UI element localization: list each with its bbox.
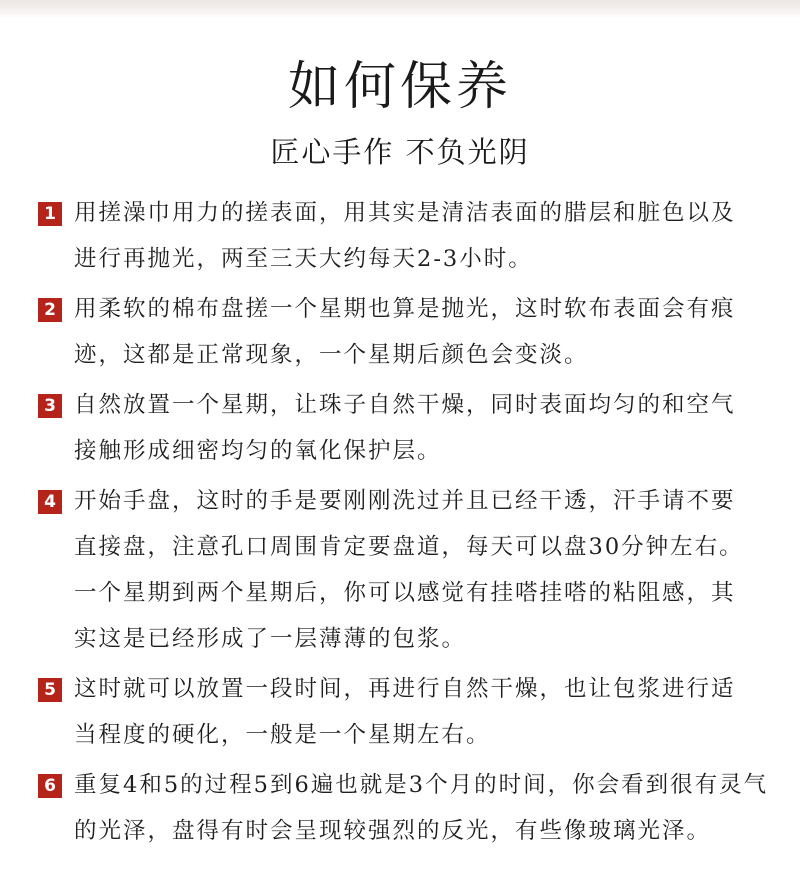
step-text-line: 进行再抛光，两至三天大约每天2-3小时。 (74, 246, 533, 272)
step-1 (38, 190, 778, 282)
top-band (0, 0, 800, 18)
step-4 (38, 478, 778, 662)
step-text-line: 自然放置一个星期，让珠子自然干燥，同时表面均匀的和空气 (74, 392, 736, 418)
step-text-line: 这时就可以放置一段时间，再进行自然干燥，也让包浆进行适 (74, 676, 736, 702)
step-text-line: 开始手盘，这时的手是要刚刚洗过并且已经干透，汗手请不要 (74, 488, 736, 514)
step-5 (38, 666, 778, 758)
step-number-badge: 4 (38, 490, 62, 514)
care-steps-list (38, 190, 778, 854)
step-text-line: 用搓澡巾用力的搓表面，用其实是清洁表面的腊层和脏色以及 (74, 200, 736, 226)
step-text-line: 当程度的硬化，一般是一个星期左右。 (74, 722, 491, 748)
step-number-badge: 2 (38, 298, 62, 322)
step-text-line: 的光泽，盘得有时会呈现较强烈的反光，有些像玻璃光泽。 (74, 818, 712, 844)
step-number-badge: 6 (38, 774, 62, 798)
step-number-badge: 3 (38, 394, 62, 418)
step-number-badge: 1 (38, 202, 62, 226)
page-subtitle: 匠心手作 不负光阴 (270, 135, 530, 169)
step-3 (38, 382, 778, 474)
step-text-line: 实这是已经形成了一层薄薄的包浆。 (74, 626, 467, 652)
step-text-line: 用柔软的棉布盘搓一个星期也算是抛光，这时软布表面会有痕 (74, 296, 736, 322)
step-text-line: 迹，这都是正常现象，一个星期后颜色会变淡。 (74, 342, 589, 368)
step-6 (38, 762, 778, 854)
step-text-line: 重复4和5的过程5到6遍也就是3个月的时间，你会看到很有灵气 (74, 772, 769, 798)
step-2 (38, 286, 778, 378)
step-text-line: 直接盘，注意孔口周围肯定要盘道，每天可以盘30分钟左右。 (74, 534, 744, 560)
step-text-line: 接触形成细密均匀的氧化保护层。 (74, 438, 442, 464)
step-text-line: 一个星期到两个星期后，你可以感觉有挂嗒挂嗒的粘阻感，其 (74, 580, 736, 606)
page-title: 如何保养 (287, 57, 512, 117)
step-number-badge: 5 (38, 678, 62, 702)
